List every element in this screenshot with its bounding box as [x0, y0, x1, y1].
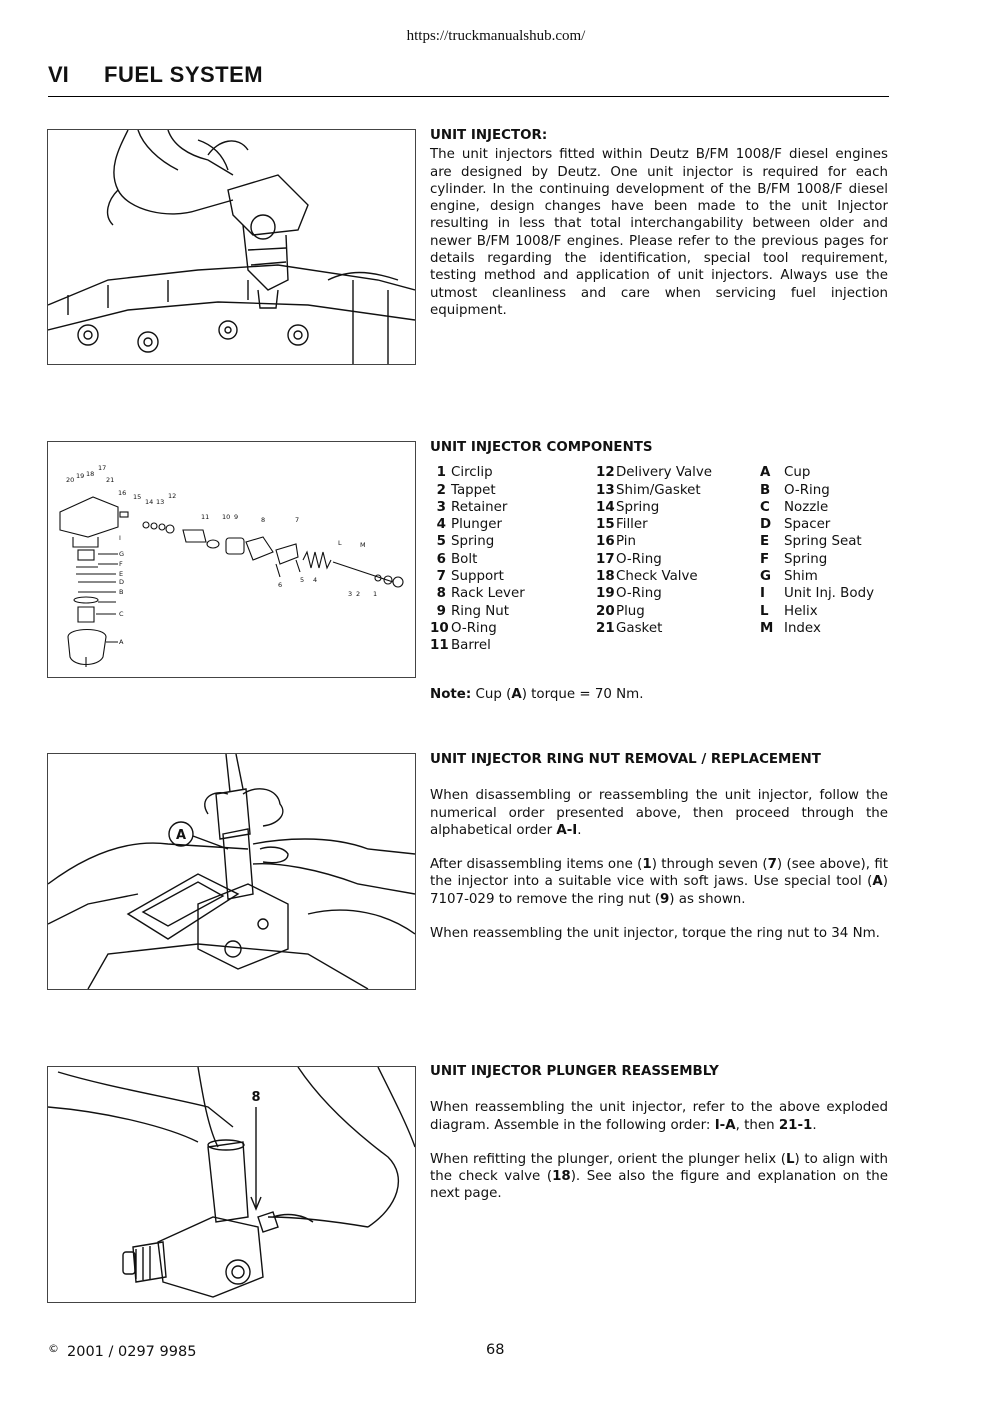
- list-item: 2 Tappet: [436, 482, 496, 498]
- diagram-label: M: [360, 541, 366, 549]
- diagram-label: L: [338, 539, 342, 547]
- section-title: UNIT INJECTOR PLUNGER REASSEMBLY: [430, 1064, 719, 1079]
- list-item: 1 Circlip: [436, 465, 493, 481]
- diagram-label: 9: [234, 513, 239, 521]
- diagram-label: A: [119, 638, 124, 646]
- injector-install-illustration: [48, 130, 415, 364]
- diagram-label: 4: [313, 576, 318, 584]
- diagram-label: 5: [300, 576, 305, 584]
- diagram-label: 16: [118, 489, 127, 497]
- components-column-1: [430, 464, 525, 654]
- figure-ring-nut-removal: [47, 753, 416, 990]
- diagram-label: 1: [373, 590, 378, 598]
- chapter-title: FUEL SYSTEM: [104, 62, 264, 87]
- footer-doc-number: © 2001 / 0297 9985: [48, 1342, 197, 1360]
- list-item: 5 Spring: [436, 534, 495, 550]
- section-paragraph: When reassembling the unit injector, torque the ring nut to 34 Nm.: [430, 926, 880, 942]
- diagram-label: E: [119, 570, 124, 578]
- section-plunger: [430, 1063, 888, 1203]
- diagram-label: 6: [278, 581, 283, 589]
- list-item: 17O-Ring: [596, 551, 662, 567]
- source-url: https://truckmanualshub.com/: [406, 28, 586, 44]
- chapter-number: VI: [48, 62, 69, 87]
- section-components: [430, 439, 888, 703]
- section-title: UNIT INJECTOR COMPONENTS: [430, 440, 653, 455]
- list-item: 6 Bolt: [436, 551, 478, 567]
- figure-plunger-reassembly: [47, 1066, 416, 1303]
- callout-label: A: [175, 828, 187, 843]
- list-item: 12Delivery Valve: [596, 465, 713, 481]
- exploded-diagram-illustration: [48, 442, 415, 677]
- diagram-label: 21: [106, 476, 115, 484]
- diagram-label: 15: [133, 493, 142, 501]
- components-list: [430, 464, 888, 703]
- plunger-reassembly-illustration: [48, 1067, 415, 1302]
- list-item: E Spring Seat: [760, 534, 862, 550]
- section-paragraph: When disassembling or reassembling the unit injector, follow the numerical order presented above, then proceed through the alphabetical order A-I.: [430, 788, 888, 838]
- section-paragraph: After disassembling items one (1) through seven (7) (see above), fit the injector into a suitable vice with soft jaws. Use special tool (A) 7107-029 to remove the ring nut (9) as shown.: [430, 857, 889, 907]
- diagram-label: G: [119, 550, 125, 558]
- diagram-label: 10: [222, 513, 231, 521]
- list-item: A Cup: [760, 465, 811, 481]
- diagram-label: I: [119, 534, 121, 542]
- list-item: 10 O-Ring: [430, 620, 497, 636]
- list-item: 14Spring: [596, 499, 660, 515]
- list-item: B O-Ring: [760, 482, 830, 498]
- diagram-label: 19: [76, 472, 85, 480]
- list-item: M Index: [760, 620, 821, 636]
- list-item: 11 Barrel: [430, 638, 491, 654]
- list-item: L Helix: [760, 603, 818, 619]
- list-item: 21Gasket: [596, 620, 663, 636]
- section-ring-nut: [430, 751, 888, 942]
- diagram-label: 20: [66, 476, 75, 484]
- list-item: D Spacer: [760, 517, 831, 533]
- diagram-label: 17: [98, 464, 107, 472]
- page-number: 68: [486, 1342, 505, 1358]
- list-item: 18Check Valve: [596, 569, 698, 585]
- ring-nut-removal-illustration: [48, 754, 415, 989]
- figure-exploded-diagram: [47, 441, 416, 678]
- section-paragraph: The unit injectors fitted within Deutz B/FM 1008/F diesel engines are designed by Deutz. One unit injector is required for each cylinder. In the continuing development of the B/FM 1008/F diesel engine, design changes have been made to the unit Injector resulting in less that total interchangability between older and newer B/FM 1008/F engines. Please refer to the previous pages for details regarding the identification, special tool requirement, testing method and application of unit injectors. Always use the utmost cleanliness and care when servicing fuel injection equipment.: [430, 147, 888, 318]
- diagram-label: 8: [261, 516, 266, 524]
- list-item: 19O-Ring: [596, 586, 662, 602]
- list-item: 7 Support: [436, 569, 504, 585]
- section-paragraph: When reassembling the unit injector, refer to the above exploded diagram. Assemble in the following order: I-A, then 21-1.: [430, 1100, 888, 1133]
- callout-label: 8: [251, 1090, 261, 1105]
- diagram-label: 3: [348, 590, 353, 598]
- diagram-label: 18: [86, 470, 95, 478]
- components-column-3: [760, 464, 874, 637]
- list-item: 13Shim/Gasket: [596, 482, 701, 498]
- diagram-label: 14: [145, 498, 154, 506]
- diagram-label: 11: [201, 513, 210, 521]
- list-item: I Unit Inj. Body: [760, 586, 874, 602]
- list-item: C Nozzle: [760, 499, 829, 515]
- chapter-header: [48, 62, 889, 97]
- list-item: 9 Ring Nut: [436, 603, 510, 619]
- section-title: UNIT INJECTOR:: [430, 128, 548, 143]
- diagram-label: 12: [168, 492, 177, 500]
- section-unit-injector: [430, 127, 888, 319]
- list-item: 8 Rack Lever: [436, 586, 525, 602]
- torque-note: Note: Cup (A) torque = 70 Nm.: [430, 687, 644, 703]
- copyright-symbol: ©: [48, 1342, 59, 1355]
- diagram-label: D: [119, 578, 125, 586]
- diagram-label: C: [119, 610, 124, 618]
- list-item: 20Plug: [596, 603, 645, 619]
- section-title: UNIT INJECTOR RING NUT REMOVAL / REPLACEMENT: [430, 752, 821, 767]
- section-paragraph: When refitting the plunger, orient the plunger helix (L) to align with the check valve (18). See also the figure and explanation on the next page.: [430, 1151, 889, 1202]
- diagram-label: F: [119, 560, 123, 568]
- list-item: 15Filler: [596, 517, 648, 533]
- list-item: G Shim: [760, 569, 818, 585]
- list-item: 4 Plunger: [436, 517, 503, 533]
- list-item: 16Pin: [596, 534, 636, 550]
- list-item: F Spring: [760, 551, 828, 567]
- figure-unit-injector-install: [47, 129, 416, 365]
- diagram-label: 7: [295, 516, 300, 524]
- components-column-2: [596, 464, 712, 637]
- diagram-label: B: [119, 588, 124, 596]
- diagram-label: 2: [356, 590, 361, 598]
- list-item: 3 Retainer: [436, 499, 508, 515]
- diagram-label: 13: [156, 498, 165, 506]
